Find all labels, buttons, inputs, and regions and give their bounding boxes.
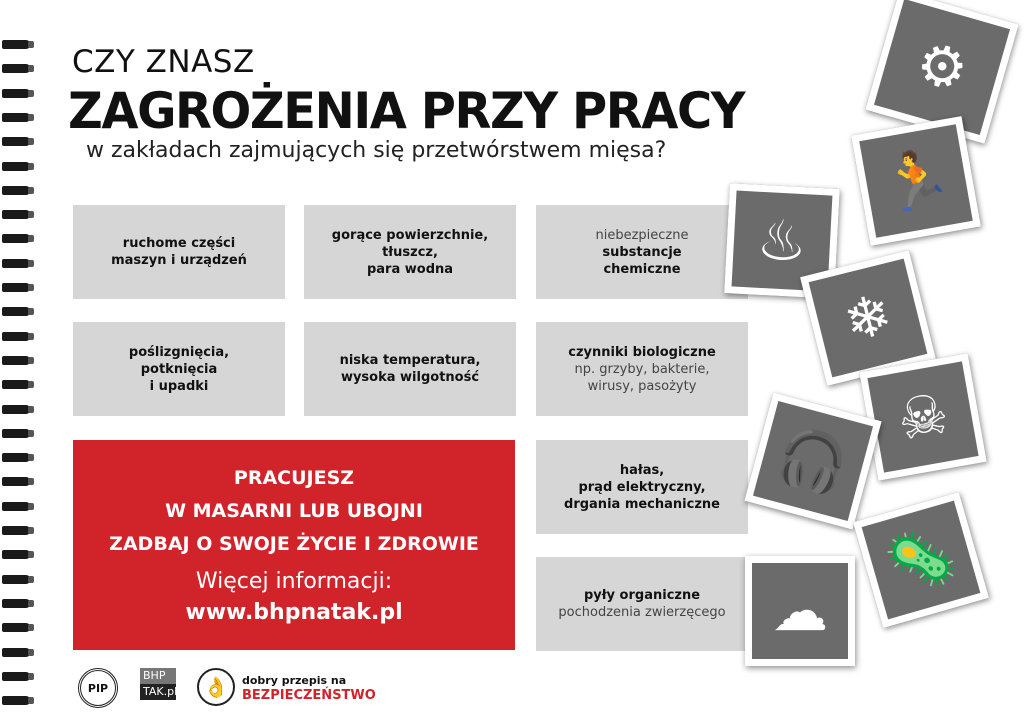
hazard-text: potknięcia	[140, 361, 218, 377]
hazard-text: czynniki biologiczne	[568, 344, 716, 360]
hazard-text: wysoka wilgotność	[340, 370, 480, 385]
hazard-text: hałas,	[619, 462, 665, 478]
hazard-text: niebezpieczne	[595, 227, 689, 243]
pip-logo: PIP	[78, 668, 118, 708]
binding-ring	[2, 64, 30, 73]
binding-ring	[2, 89, 30, 98]
binding-ring	[2, 696, 30, 705]
dobry-przepis-logo	[242, 673, 376, 703]
binding-ring	[2, 137, 30, 146]
binding-ring	[2, 623, 30, 632]
dust-cloud-icon: ☁	[745, 556, 855, 666]
binding-ring	[2, 575, 30, 584]
hazard-biological	[536, 322, 748, 416]
binding-ring	[2, 672, 30, 681]
hazard-text: pyły organiczne	[583, 588, 701, 603]
skull-icon: ☠	[859, 353, 986, 480]
binding-ring	[2, 332, 30, 341]
title-intro: CZY ZNASZ	[72, 44, 255, 80]
binding-ring	[2, 648, 30, 657]
bhpnatak-logo	[140, 668, 176, 700]
binding-ring	[2, 477, 30, 486]
binding-ring	[2, 234, 30, 243]
hazard-text: substancje	[602, 244, 682, 260]
ok-hand-icon: 👌	[197, 668, 235, 706]
hazard-text: i upadki	[149, 378, 209, 394]
hazard-noise	[536, 440, 748, 534]
hazard-text: niska temperatura,	[339, 353, 481, 368]
binding-ring	[2, 599, 30, 608]
hazard-text: pochodzenia zwierzęcego	[558, 605, 726, 620]
logo-text: TAK.pl	[140, 684, 176, 700]
binding-ring	[2, 283, 30, 292]
callout-box	[73, 440, 515, 650]
callout-line: PRACUJESZ	[233, 467, 355, 489]
binding-ring	[2, 162, 30, 171]
hazard-text: np. grzyby, bakterie,	[574, 361, 710, 377]
hazard-text: maszyn i urządzeń	[111, 253, 247, 268]
slip-icon: 🏃	[851, 116, 981, 246]
hazard-low-temperature	[304, 322, 516, 416]
hazard-hot-surfaces	[304, 205, 516, 299]
binding-ring	[2, 453, 30, 462]
more-info-label: Więcej informacji:	[195, 569, 393, 594]
hazard-slips	[73, 322, 285, 416]
binding-ring	[2, 526, 30, 535]
subtitle: w zakładach zajmujących się przetwórstwem mięsa?	[86, 138, 667, 163]
website-link[interactable]: www.bhpnatak.pl	[185, 600, 403, 625]
binding-ring	[2, 40, 30, 49]
hazard-dust	[536, 557, 748, 651]
hazard-text: drgania mechaniczne	[564, 496, 720, 512]
binding-ring	[2, 307, 30, 316]
hazard-text: chemiczne	[603, 261, 681, 277]
binding-ring	[2, 550, 30, 559]
binding-ring	[2, 356, 30, 365]
binding-ring	[2, 405, 30, 414]
hazard-text: wirusy, pasożyty	[587, 378, 697, 394]
callout-line: ZADBAJ O SWOJE ŻYCIE I ZDROWIE	[109, 533, 479, 555]
binding-ring	[2, 259, 30, 268]
callout-line: W MASARNI LUB UBOJNI	[165, 500, 423, 522]
hazard-text: gorące powierzchnie,	[331, 227, 489, 243]
heat-icon: ♨	[724, 183, 840, 299]
hazard-text: poślizgnięcia,	[128, 344, 230, 360]
binding-ring	[2, 186, 30, 195]
headphones-icon: 🎧	[744, 392, 881, 529]
logo-text: BEZPIECZEŃSTWO	[242, 688, 376, 703]
binding-ring	[2, 210, 30, 219]
spiral-binding	[0, 0, 34, 724]
page-title: ZAGROŻENIA PRZY PRACY	[68, 82, 745, 140]
hazard-text: prąd elektryczny,	[578, 479, 706, 495]
hazard-text: para wodna	[366, 261, 454, 277]
gears-icon: ⚙	[865, 0, 1018, 144]
binding-ring	[2, 429, 30, 438]
hazard-text: ruchome części	[122, 236, 236, 251]
hazard-moving-parts	[73, 205, 285, 299]
binding-ring	[2, 113, 30, 122]
thermometer-cold-icon: ❄	[800, 250, 936, 386]
hazard-text: tłuszcz,	[382, 244, 438, 260]
binding-ring	[2, 380, 30, 389]
hazard-chemicals	[536, 205, 748, 299]
logo-text: BHP	[140, 668, 176, 684]
binding-ring	[2, 502, 30, 511]
bacteria-icon: 🦠	[853, 492, 989, 628]
logo-text: dobry przepis na	[242, 674, 347, 687]
